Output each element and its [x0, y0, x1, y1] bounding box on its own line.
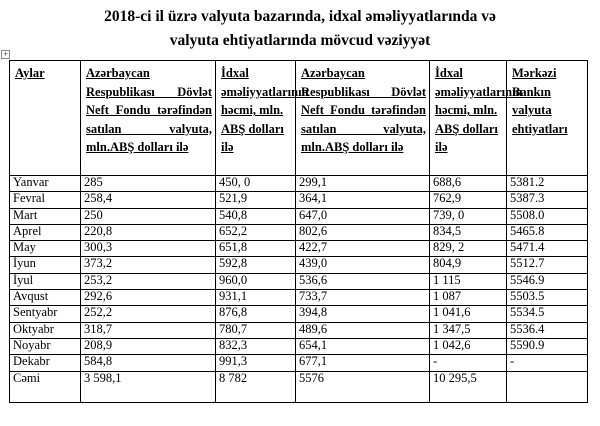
table-cell: 5536.4 [507, 322, 588, 338]
table-row [10, 176, 588, 192]
header-cell-central-bank-reserves [507, 61, 588, 176]
table-cell: 688,6 [430, 176, 507, 192]
table-cell: 654,1 [296, 338, 430, 354]
currency-table [9, 60, 588, 403]
header-cell-import-volume-2 [430, 61, 523, 176]
table-cell: 829, 2 [430, 241, 507, 257]
table-cell: 521,9 [216, 192, 296, 208]
header-cell-import-volume-1 [216, 61, 309, 176]
table-cell: 762,9 [430, 192, 507, 208]
table-cell: 5471.4 [507, 241, 588, 257]
table-cell: Cəmi [10, 371, 81, 402]
table-cell: 252,2 [81, 306, 216, 322]
table-cell: 450, 0 [216, 176, 296, 192]
document-title-line-1: 2018-ci il üzrə valyuta bazarında, idxal əməliyyatlarında və [104, 8, 496, 25]
table-cell: 960,0 [216, 273, 296, 289]
table-cell: 292,6 [81, 290, 216, 306]
table-cell: 394,8 [296, 306, 430, 322]
table-cell: Sentyabr [10, 306, 81, 322]
table-cell: 991,3 [216, 355, 296, 371]
table-cell: 651,8 [216, 241, 296, 257]
table-row [10, 306, 588, 322]
table-cell: 258,4 [81, 192, 216, 208]
table-cell: Oktyabr [10, 322, 81, 338]
table-cell: 5503.5 [507, 290, 588, 306]
table-cell: Aprel [10, 224, 81, 240]
table-cell: 5465.8 [507, 224, 588, 240]
table-total-row [10, 371, 588, 402]
table-cell: 677,1 [296, 355, 430, 371]
table-cell: 540,8 [216, 208, 296, 224]
table-cell: 5590.9 [507, 338, 588, 354]
table-cell: 5512.7 [507, 257, 588, 273]
header-cell-oil-fund-sales-1 [81, 61, 216, 176]
table-cell: Noyabr [10, 338, 81, 354]
table-cell: 253,2 [81, 273, 216, 289]
table-row [10, 257, 588, 273]
table-cell: 373,2 [81, 257, 216, 273]
table-cell [507, 371, 588, 402]
table-cell: Fevral [10, 192, 81, 208]
table-cell: 739, 0 [430, 208, 507, 224]
table-cell: 536,6 [296, 273, 430, 289]
header-cell-oil-fund-sales-2 [296, 61, 430, 176]
table-cell: 1 115 [430, 273, 507, 289]
table-cell: 1 087 [430, 290, 507, 306]
document-title-line-2: valyuta ehtiyatlarında mövcud vəziyyət [169, 32, 431, 49]
table-cell: 652,2 [216, 224, 296, 240]
table-row [10, 355, 588, 371]
table-cell: 364,1 [296, 192, 430, 208]
table-cell: 804,9 [430, 257, 507, 273]
table-cell: 5508.0 [507, 208, 588, 224]
table-cell: 220,8 [81, 224, 216, 240]
table-cell: 931,1 [216, 290, 296, 306]
table-row [10, 208, 588, 224]
table-cell: 592,8 [216, 257, 296, 273]
header-cell-months [10, 61, 81, 176]
table-cell: 3 598,1 [81, 371, 216, 402]
table-cell: Dekabr [10, 355, 81, 371]
table-cell: - [507, 355, 588, 371]
table-cell: İyun [10, 257, 81, 273]
table-cell: 647,0 [296, 208, 430, 224]
table-cell: 250 [81, 208, 216, 224]
header-oil-fund-sales-1: Azərbaycan Respublikası Dövlət Neft Fondu tərəfindən satılan valyuta, mln.ABŞ dolları ilə [86, 66, 212, 155]
table-cell: 10 295,5 [430, 371, 507, 402]
table-cell: Mart [10, 208, 81, 224]
table-cell: 1 347,5 [430, 322, 507, 338]
table-move-handle-icon[interactable]: + [2, 50, 9, 58]
table-row [10, 273, 588, 289]
table-cell: 780,7 [216, 322, 296, 338]
table-cell: 876,8 [216, 306, 296, 322]
header-oil-fund-sales-2: Azərbaycan Respublikası Dövlət Neft Fondu tərəfindən satılan valyuta, mln.ABŞ dolları ilə [301, 66, 426, 155]
table-row [10, 290, 588, 306]
header-months: Aylar [15, 66, 45, 80]
table-cell: 299,1 [296, 176, 430, 192]
table-cell: 5387.3 [507, 192, 588, 208]
table-cell: 422,7 [296, 241, 430, 257]
table-cell: Yanvar [10, 176, 81, 192]
table-cell: 1 041,6 [430, 306, 507, 322]
table-cell: İyul [10, 273, 81, 289]
table-cell: May [10, 241, 81, 257]
table-cell: - [430, 355, 507, 371]
table-row [10, 241, 588, 257]
table-row [10, 338, 588, 354]
table-cell: 834,5 [430, 224, 507, 240]
header-import-volume-1: İdxal əməliyyatlarının həcmi, mln. ABŞ dolları ilə [221, 66, 309, 155]
table-cell: 832,3 [216, 338, 296, 354]
table-cell: 802,6 [296, 224, 430, 240]
table-cell: 5534.5 [507, 306, 588, 322]
table-header-row [10, 61, 588, 176]
table-cell: 5381.2 [507, 176, 588, 192]
table-cell: 208,9 [81, 338, 216, 354]
table-cell: Avqust [10, 290, 81, 306]
table-row [10, 224, 588, 240]
table-cell: 285 [81, 176, 216, 192]
table-cell: 733,7 [296, 290, 430, 306]
table-row [10, 192, 588, 208]
header-import-volume-2: İdxal əməliyyatlarının həcmi, mln. ABŞ dolları ilə [435, 66, 523, 155]
table-cell: 5576 [296, 371, 430, 402]
table-cell: 439,0 [296, 257, 430, 273]
table-cell: 584,8 [81, 355, 216, 371]
table-cell: 8 782 [216, 371, 296, 402]
table-cell: 489,6 [296, 322, 430, 338]
table-cell: 318,7 [81, 322, 216, 338]
table-cell: 5546.9 [507, 273, 588, 289]
table-cell: 1 042,6 [430, 338, 507, 354]
table-row [10, 322, 588, 338]
table-cell: 300,3 [81, 241, 216, 257]
header-central-bank-reserves: Mərkəzi Bankın valyuta ehtiyatları [512, 66, 568, 136]
